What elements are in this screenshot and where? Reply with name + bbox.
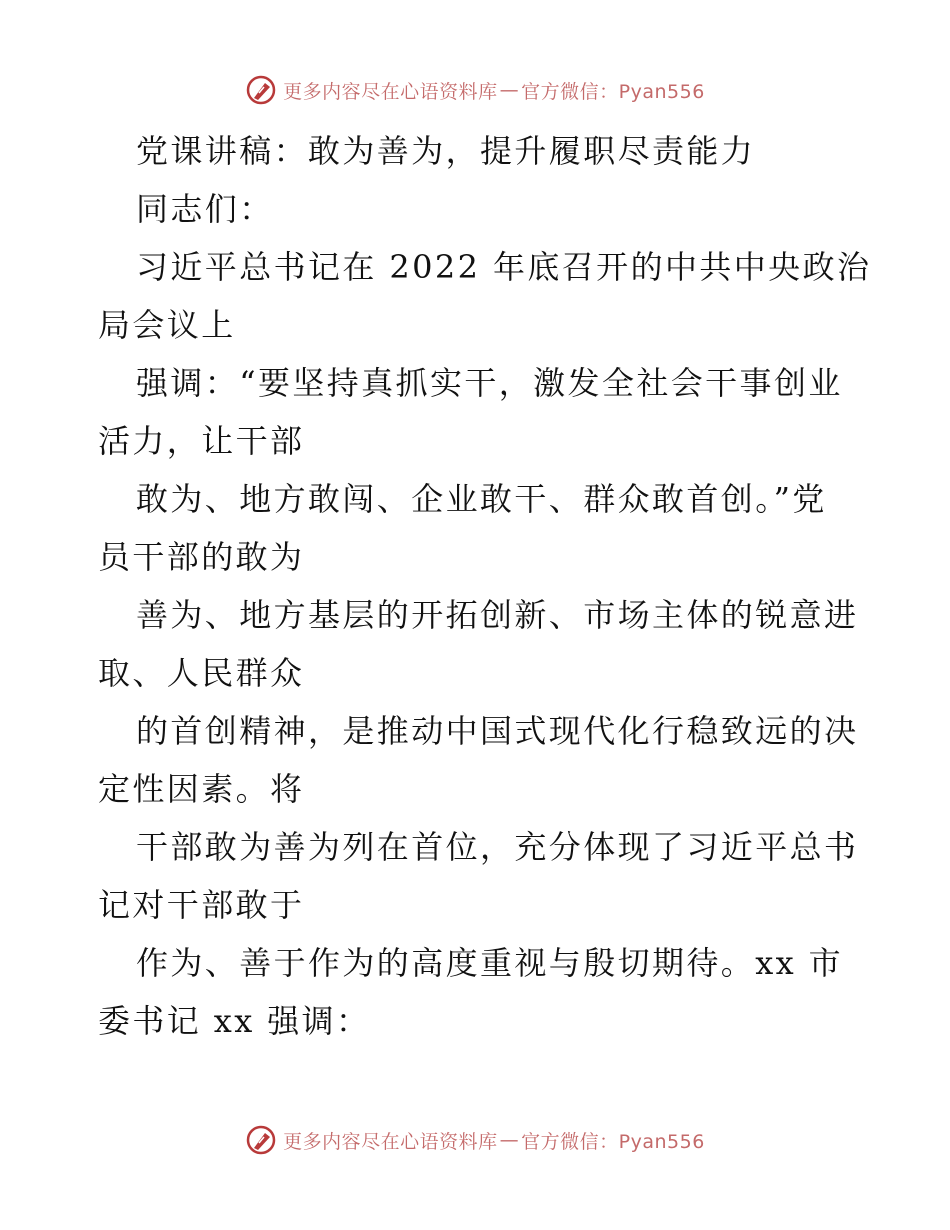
body-line: 委书记 xx 强调： xyxy=(98,1002,371,1040)
body-line: 局会议上 xyxy=(98,306,236,344)
watermark-text: 更多内容尽在心语资料库 xyxy=(283,1130,498,1153)
header-watermark xyxy=(0,72,950,108)
body-line: 的首创精神，是推动中国式现代化行稳致远的决 xyxy=(136,712,859,750)
body-line: 强调：“要坚持真抓实干，激发全社会干事创业 xyxy=(136,364,843,402)
watermark-separator: — xyxy=(499,1129,520,1151)
watermark-text: 更多内容尽在心语资料库 xyxy=(283,80,498,103)
body-line: 取、人民群众 xyxy=(98,654,305,692)
pen-nib-logo-icon xyxy=(245,1124,277,1156)
document-body xyxy=(98,122,872,1050)
body-line: 记对干部敢于 xyxy=(98,886,305,924)
body-line: 定性因素。将 xyxy=(98,770,305,808)
watermark-official: 官方微信：Pyan556 xyxy=(521,1130,705,1153)
body-line: 员干部的敢为 xyxy=(98,538,305,576)
body-line: 活力，让干部 xyxy=(98,422,305,460)
watermark-separator: — xyxy=(499,79,520,101)
body-line: 敢为、地方敢闯、企业敢干、群众敢首创。”党 xyxy=(136,480,827,518)
document-title: 党课讲稿：敢为善为，提升履职尽责能力 xyxy=(136,132,756,170)
pen-nib-logo-icon xyxy=(245,74,277,106)
greeting: 同志们： xyxy=(136,190,274,228)
footer-watermark xyxy=(0,1122,950,1158)
body-line: 善为、地方基层的开拓创新、市场主体的锐意进 xyxy=(136,596,859,634)
watermark-official: 官方微信：Pyan556 xyxy=(521,80,705,103)
body-line: 作为、善于作为的高度重视与殷切期待。xx 市 xyxy=(136,944,844,982)
body-line: 习近平总书记在 2022 年底召开的中共中央政治 xyxy=(136,248,872,286)
body-line: 干部敢为善为列在首位，充分体现了习近平总书 xyxy=(136,828,859,866)
